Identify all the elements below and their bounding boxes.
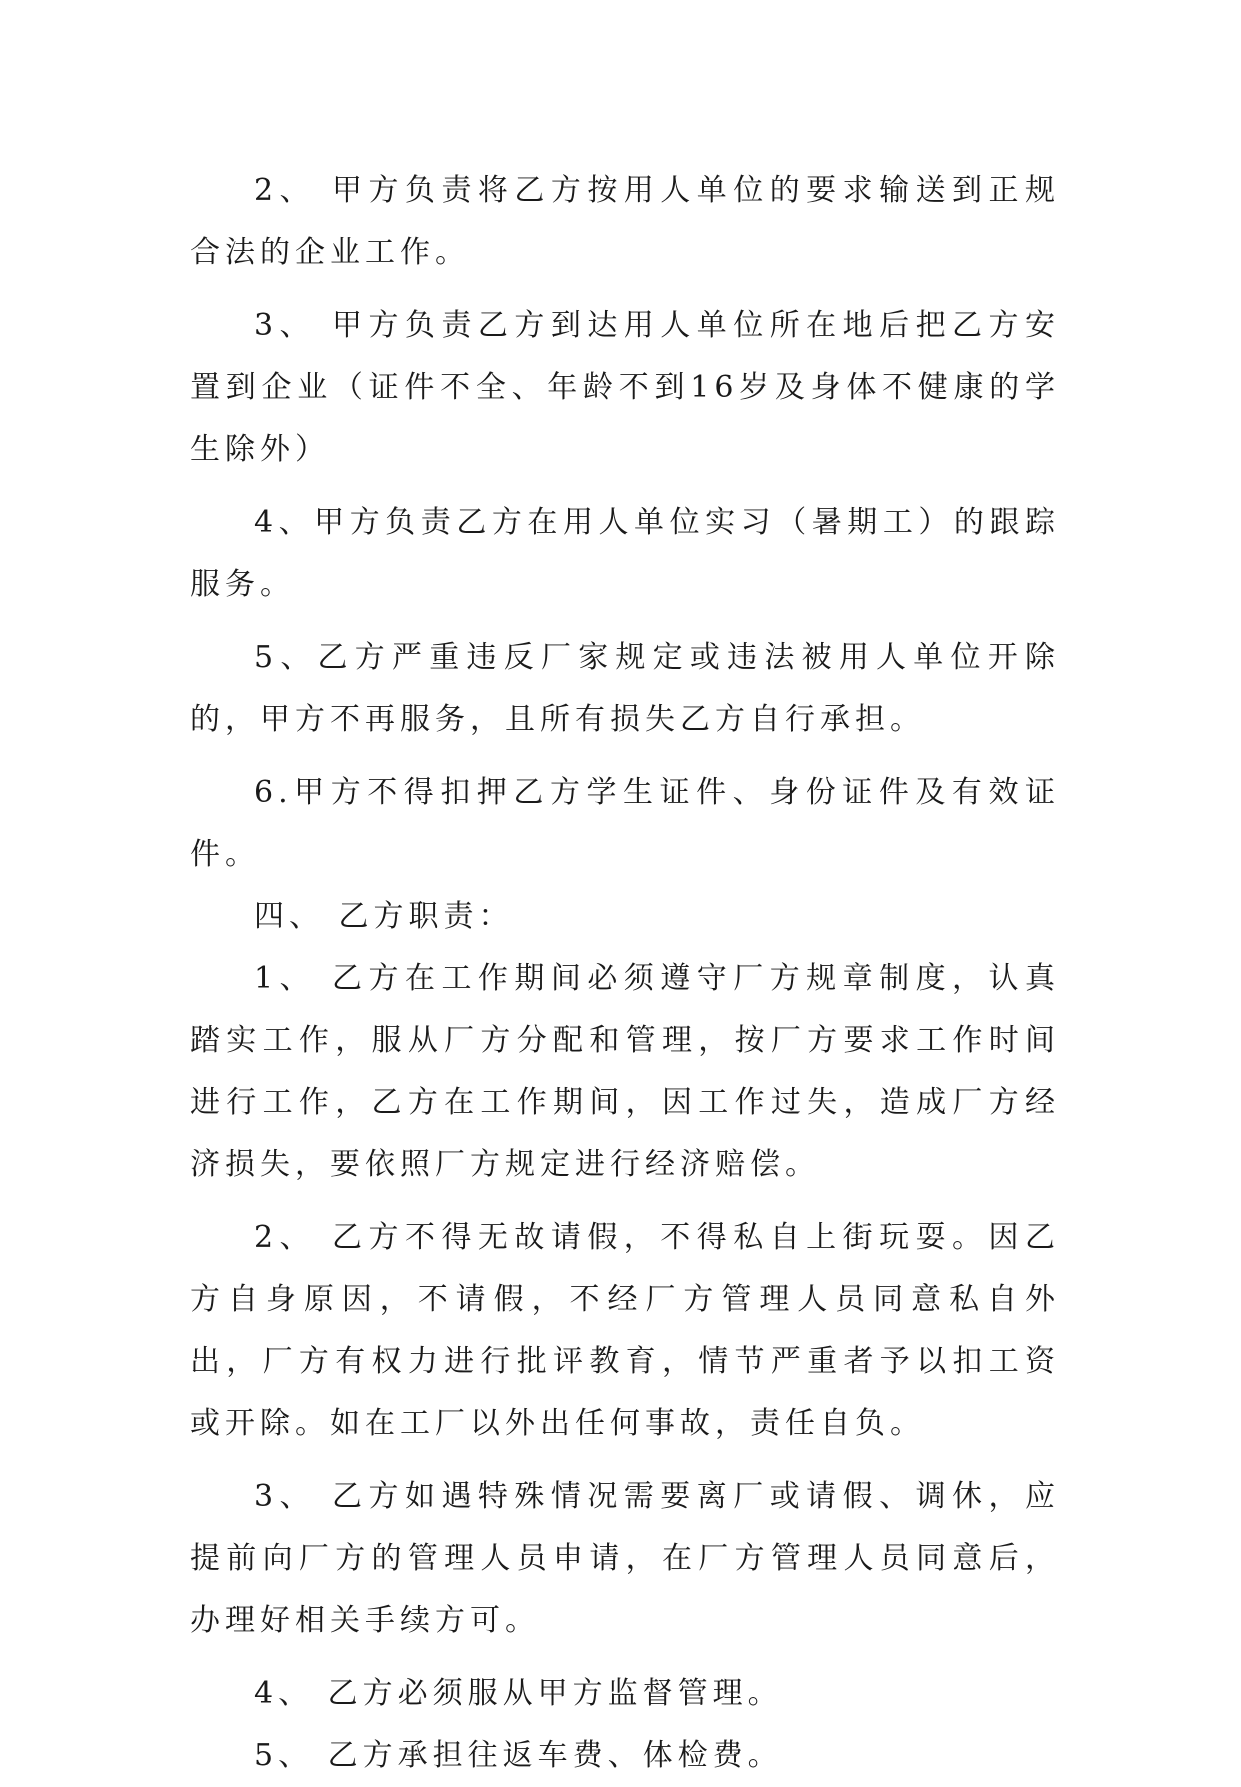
document-body [190, 160, 1060, 1787]
paragraph-yi-duty-4: 4、 乙方必须服从甲方监督管理。 [254, 1676, 783, 1711]
paragraph-yi-duty-1: 1、 乙方在工作期间必须遵守厂方规章制度，认真踏实工作，服从厂方分配和管理，按厂方要求工作时间进行工作，乙方在工作期间，因工作过失，造成厂方经济损失，要依照厂方规定进行经济赔偿。 [190, 961, 1060, 1182]
paragraph-yi-duty-2: 2、 乙方不得无故请假，不得私自上街玩耍。因乙方自身原因，不请假，不经厂方管理人员同意私自外出，厂方有权力进行批评教育，情节严重者予以扣工资或开除。如在工厂以外出任何事故，责任自负。 [190, 1220, 1060, 1441]
paragraph-yi-duty-3: 3、 乙方如遇特殊情况需要离厂或请假、调休，应提前向厂方的管理人员申请，在厂方管理人员同意后，办理好相关手续方可。 [190, 1479, 1060, 1638]
paragraph-jia-duty-3: 3、 甲方负责乙方到达用人单位所在地后把乙方安置到企业（证件不全、年龄不到16岁及身体不健康的学生除外） [190, 308, 1060, 467]
paragraph-jia-duty-2: 2、 甲方负责将乙方按用人单位的要求输送到正规合法的企业工作。 [190, 173, 1060, 270]
paragraph-yi-duty-5: 5、 乙方承担往返车费、体检费。 [254, 1738, 783, 1773]
paragraph-jia-duty-6: 6.甲方不得扣押乙方学生证件、身份证件及有效证件。 [190, 775, 1060, 872]
paragraph-jia-duty-5: 5、乙方严重违反厂家规定或违法被用人单位开除的，甲方不再服务，且所有损失乙方自行承担。 [190, 640, 1060, 737]
paragraph-jia-duty-4: 4、甲方负责乙方在用人单位实习（暑期工）的跟踪服务。 [190, 505, 1060, 602]
section-heading-yi-duties: 四、 乙方职责： [254, 899, 514, 934]
